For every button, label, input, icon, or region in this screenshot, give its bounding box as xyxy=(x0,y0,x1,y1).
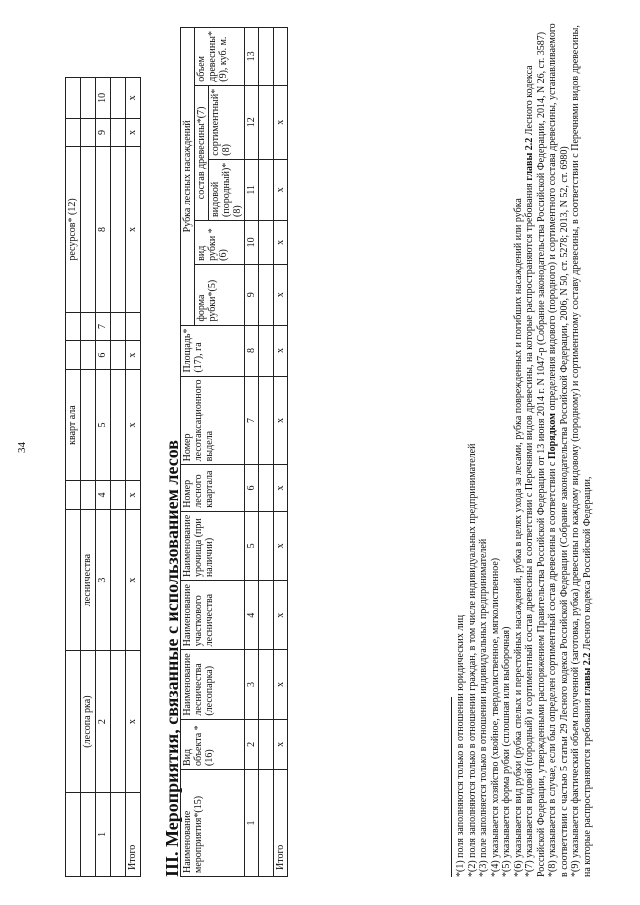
t2-header: Номер лесного квартала xyxy=(181,465,245,511)
table2-header-row1 xyxy=(181,28,195,877)
table2-total-row xyxy=(274,28,288,877)
table-1-fragment xyxy=(65,77,141,877)
t1-total: Итого xyxy=(126,792,141,876)
t1-cell xyxy=(66,78,81,119)
table1-header-top xyxy=(66,78,81,877)
t2-header: Наименование участкового лесничества xyxy=(181,581,245,650)
table-3-activities xyxy=(180,27,288,877)
table1-total-row xyxy=(126,78,141,877)
t1-cell xyxy=(66,509,81,651)
t2-total xyxy=(274,28,288,86)
t2-composition: видовой (породный)*(8) xyxy=(209,159,245,220)
t2-total: x xyxy=(274,650,288,719)
t1-total: x xyxy=(126,369,141,480)
t1-cell xyxy=(81,341,96,370)
footnote: *(5) указывается форма рубки (сплошная или выборочная) xyxy=(501,626,512,877)
t2-total: x xyxy=(274,581,288,650)
t1-cell xyxy=(66,792,81,876)
t2-num: 10 xyxy=(245,220,259,264)
t2-composition: сортиментный*(8) xyxy=(209,85,245,159)
t1-num: 9 xyxy=(96,118,111,147)
t2-total: x xyxy=(274,159,288,220)
t2-num: 2 xyxy=(245,719,259,769)
t2-group-header: Рубка лесных насаждений xyxy=(181,28,195,326)
t1-num: 5 xyxy=(96,369,111,480)
t1-num: 10 xyxy=(96,78,111,119)
t1-cell xyxy=(81,312,96,341)
t2-subheader: вид рубки *(6) xyxy=(195,220,245,264)
t1-cell xyxy=(81,792,96,876)
t1-cell: лесничества xyxy=(81,509,96,651)
t2-num: 5 xyxy=(245,511,259,580)
page-number: 34 xyxy=(16,442,28,453)
footnote: *(8) указывается в случае, если был определен сортиментный состав древесины в соответствии с Порядком определения видового (породного) и сортиментного состава древесины, устанавливаемого в соответствии с частью 5 статьи 29 Лесного кодекса Российской Федерации (Собрание законодательства Российской Федерации, 2006, N 50, ст. 5278; 2013, N 52, ст. 6980) xyxy=(547,23,570,877)
footnote: *(3) поле заполняется только в отношении индивидуальных предпринимателей xyxy=(478,538,489,877)
footnote: *(9) указывается фактический объем полученной (заготовка, рубка) древесины по каждому видовому (породному) и сортиментному составу древесины, в соответствии с Перечнями видов древесины, на которые распространяются требования главы 2.2 Лесного кодекса Российской Федерации, xyxy=(570,25,593,877)
t1-cell xyxy=(66,118,81,147)
t2-header: Номер лесотаксационного выдела xyxy=(181,376,245,465)
footnote: *(4) указывается хозяйство (хвойное, твердолиственное, мягколиственное) xyxy=(489,557,501,877)
t2-total: x xyxy=(274,85,288,159)
t2-header: Наименование урочища (при наличии) xyxy=(181,511,245,580)
t1-cell: (лесопа рка) xyxy=(81,651,96,792)
t1-cell xyxy=(81,78,96,119)
t1-cell xyxy=(81,118,96,147)
table1-header-bottom xyxy=(81,78,96,877)
t2-num: 1 xyxy=(245,769,259,876)
t2-num: 11 xyxy=(245,159,259,220)
t1-num: 8 xyxy=(96,147,111,312)
t1-cell xyxy=(81,369,96,480)
t1-total: x xyxy=(126,651,141,792)
t2-total: Итого xyxy=(274,769,288,876)
t2-header: Вид объекта *(16) xyxy=(181,719,245,769)
t2-num: 9 xyxy=(245,264,259,325)
t2-num: 8 xyxy=(245,325,259,376)
t2-total: x xyxy=(274,325,288,376)
t2-num: 3 xyxy=(245,650,259,719)
t1-cell xyxy=(66,341,81,370)
t2-total: x xyxy=(274,220,288,264)
t2-total: x xyxy=(274,719,288,769)
footnote: *(6) указывается вид рубки (рубка спелых и перестойных насаждений, рубка в целях ухода за лесами, рубка поврежденных и погибших насаждений или рубка xyxy=(512,198,524,877)
t2-total: x xyxy=(274,264,288,325)
t2-total: x xyxy=(274,465,288,511)
t1-total: x xyxy=(126,509,141,651)
t2-num: 4 xyxy=(245,581,259,650)
footnote: *(1) поля заполняются только в отношении юридических лиц xyxy=(455,614,466,877)
table1-empty-row xyxy=(111,78,126,877)
t2-total: x xyxy=(274,376,288,465)
t2-num: 7 xyxy=(245,376,259,465)
t2-header: Площадь*(17), га xyxy=(181,325,245,376)
t2-subheader: состав древесины*(7) xyxy=(195,85,209,220)
t1-num: 2 xyxy=(96,651,111,792)
footnotes xyxy=(455,17,593,877)
t1-cell xyxy=(81,481,96,510)
table2-number-row xyxy=(245,28,259,877)
t2-num: 6 xyxy=(245,465,259,511)
footnote: *(2) поля заполняются только в отношении граждан, в том числе индивидуальных предпринимателей xyxy=(466,443,478,877)
t2-header: Наименование лесничества (лесопарка) xyxy=(181,650,245,719)
t1-cell xyxy=(66,312,81,341)
table1-number-row xyxy=(96,78,111,877)
footnote: *(7) указывается видовой (породный) и сортиментный состав древесины в соответствии с Перечнями видов древесины, на которые распространяются требования главы 2.2 Лесного кодекса Российской Федерации, утвержденными распоряжением Правительства Российской Федерации от 13 июня 2014 г. N 1047-р (Собрание законодательства Российской Федерации, 2014, N 26, ст. 3587) xyxy=(524,31,547,877)
t1-cell xyxy=(81,147,96,312)
t2-num: 13 xyxy=(245,28,259,86)
t1-cell: ресурсов* (12) xyxy=(66,147,81,312)
t2-subheader: форма рубки*(5) xyxy=(195,264,245,325)
t1-num: 4 xyxy=(96,481,111,510)
t1-cell xyxy=(66,651,81,792)
footnote-divider xyxy=(451,697,452,877)
t1-cell xyxy=(66,481,81,510)
t1-total xyxy=(126,312,141,341)
t1-total: x xyxy=(126,481,141,510)
t2-total: x xyxy=(274,511,288,580)
t1-total: x xyxy=(126,78,141,119)
t1-total: x xyxy=(126,341,141,370)
t1-total: x xyxy=(126,118,141,147)
t2-subheader: объем древесины*(9), куб. м. xyxy=(195,28,245,86)
t1-total: x xyxy=(126,147,141,312)
t2-num: 12 xyxy=(245,85,259,159)
t1-cell: кварт ала xyxy=(66,369,81,480)
t1-num: 1 xyxy=(96,792,111,876)
t1-num: 6 xyxy=(96,341,111,370)
section-title: III. Мероприятия, связанные с использованием лесов xyxy=(162,439,182,877)
table2-empty-row xyxy=(259,28,274,877)
t1-num: 7 xyxy=(96,312,111,341)
t2-header: Наименование мероприятия*(15) xyxy=(181,769,245,876)
t1-num: 3 xyxy=(96,509,111,651)
